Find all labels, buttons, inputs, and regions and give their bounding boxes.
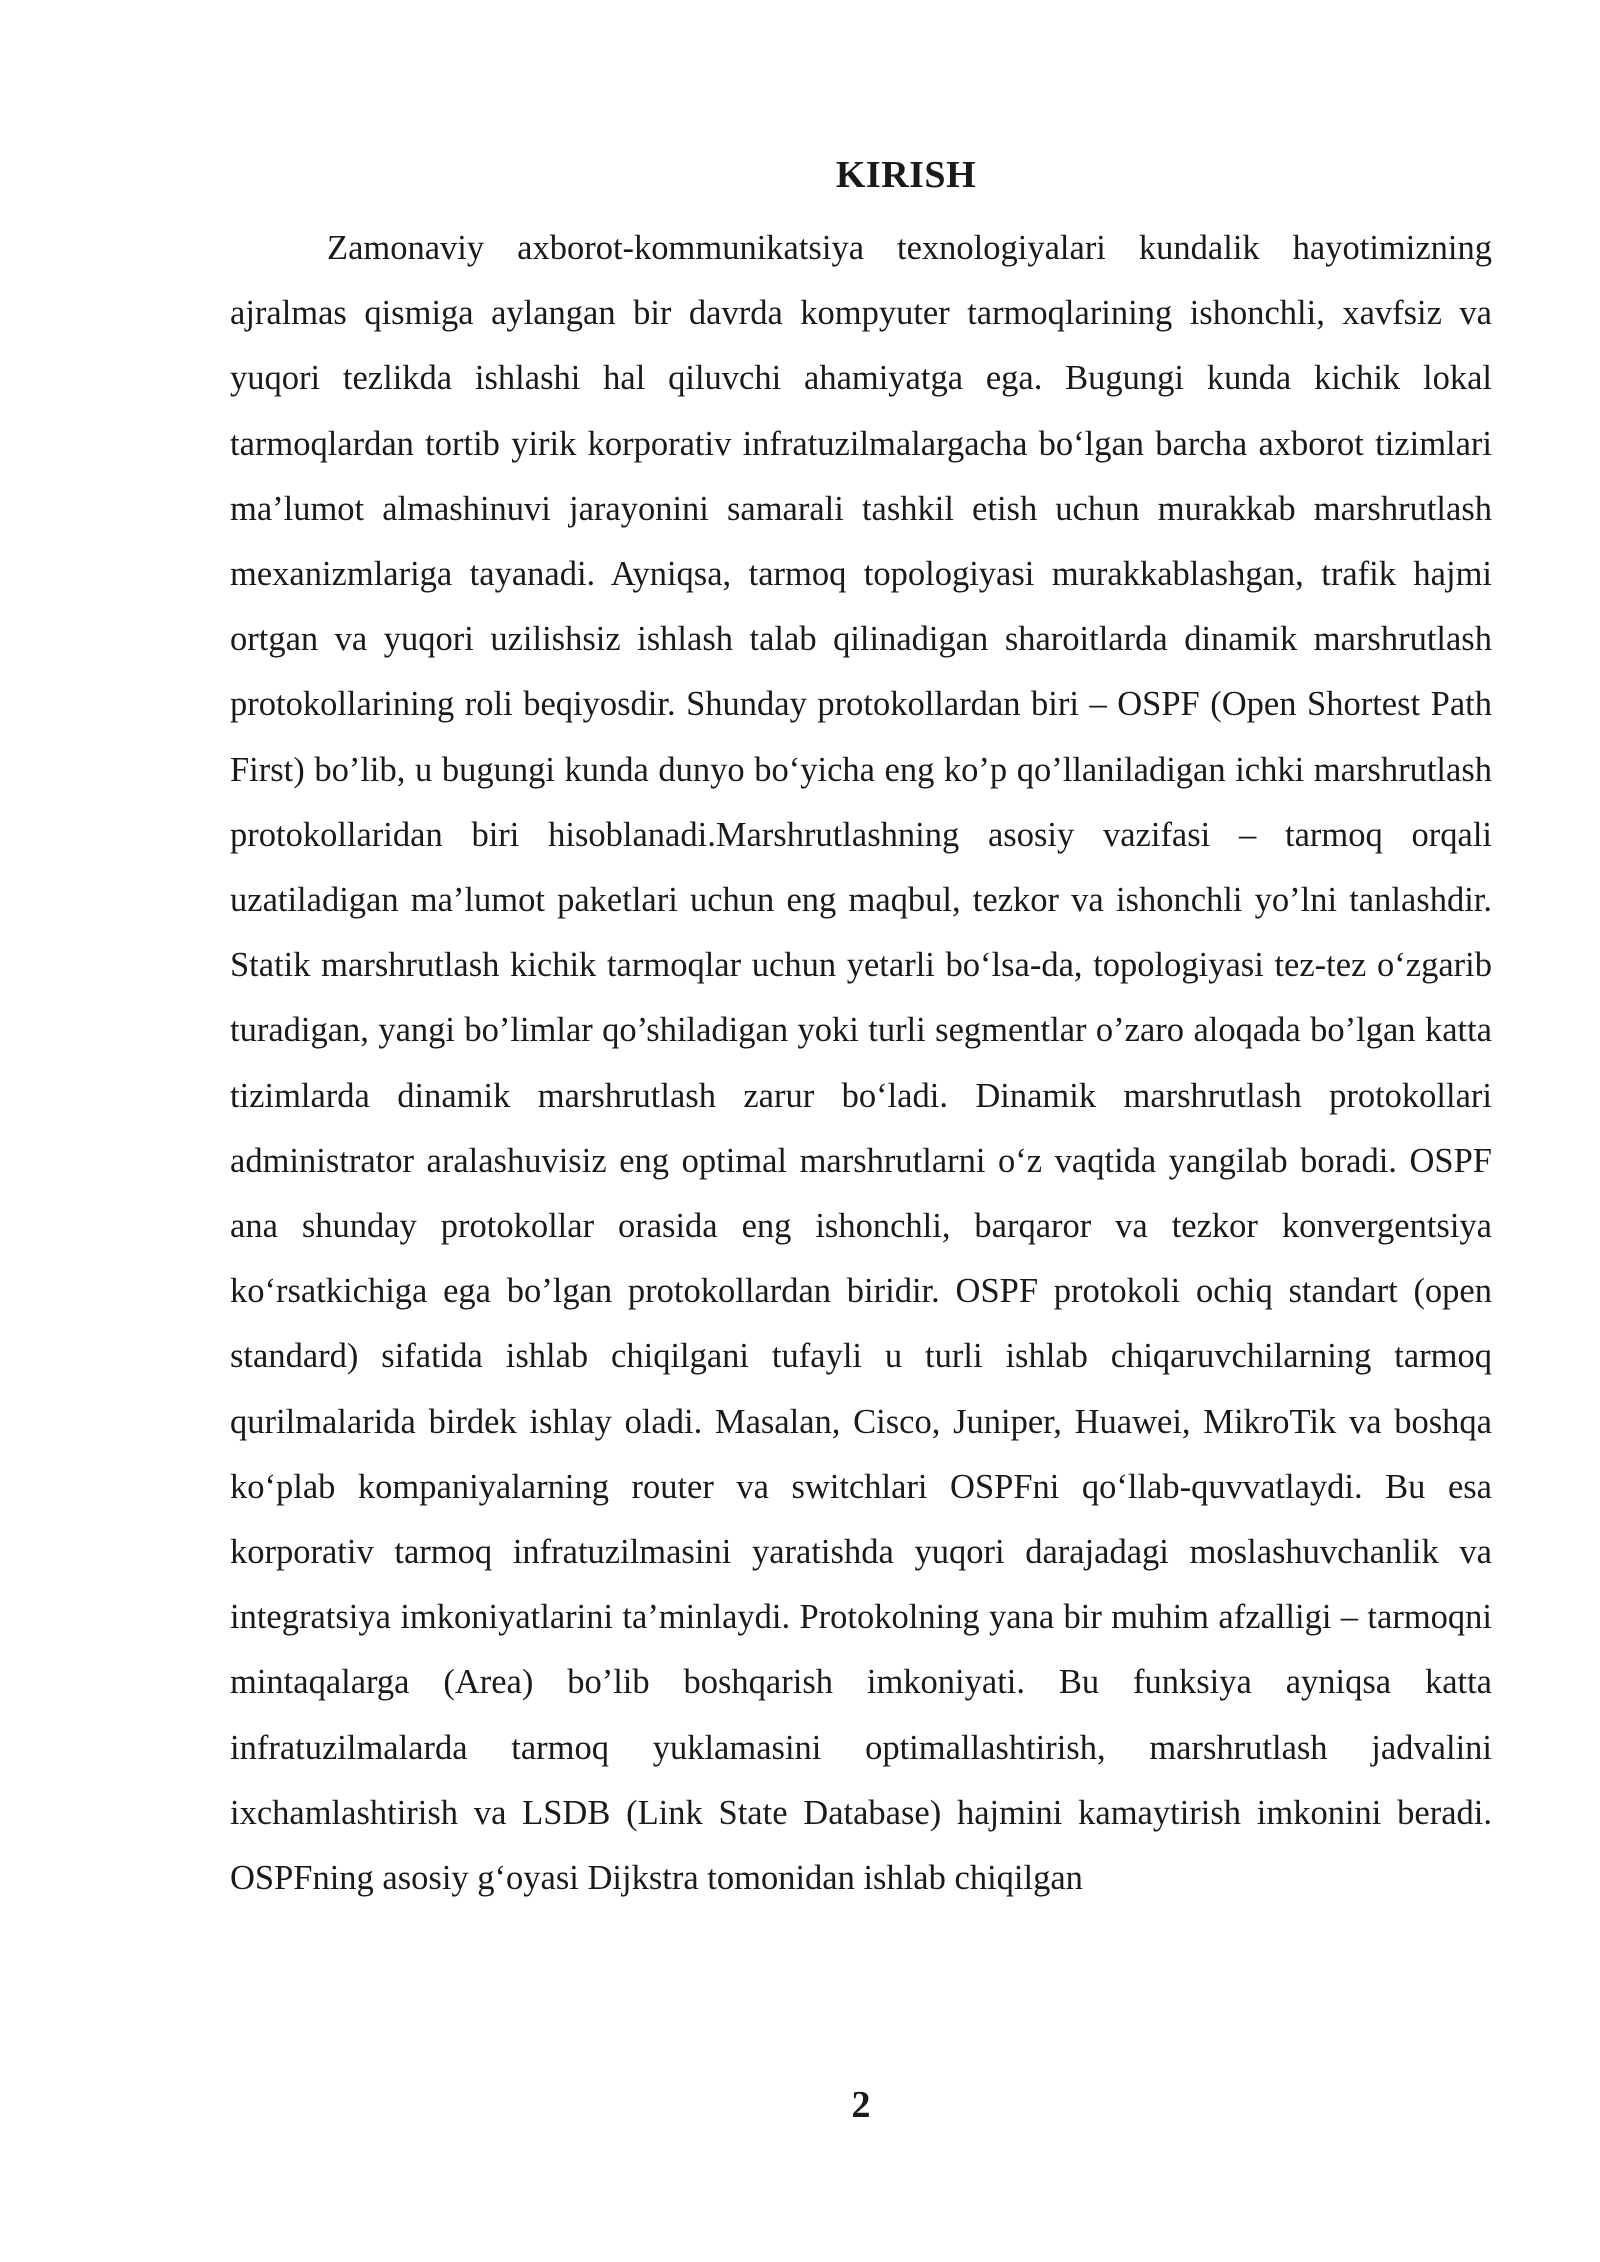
page-number: 2: [851, 2084, 871, 2126]
body-paragraph: Zamonaviy axborot-kommunikatsiya texnologiyalari kundalik hayotimizning ajralmas qismiga aylangan bir davrda kompyuter tarmoqlarining ishonchli, xavfsiz va yuqori tezlikda ishlashi hal qiluvchi ahamiyatga ega. Bugungi kunda kichik lokal tarmoqlardan tortib yirik korporativ infratuzilmalargacha bo‘lgan barcha axborot tizimlari ma’lumot almashinuvi jarayonini samarali tashkil etish uchun murakkab marshrutlash mexanizmlariga tayanadi. Ayniqsa, tarmoq topologiyasi murakkablashgan, trafik hajmi ortgan va yuqori uzilishsiz ishlash talab qilinadigan sharoitlarda dinamik marshrutlash protokollarining roli beqiyosdir. Shunday protokollardan biri – OSPF (Open Shortest Path First) bo’lib, u bugungi kunda dunyo bo‘yicha eng ko’p qo’llaniladigan ichki marshrutlash protokollaridan biri hisoblanadi.Marshrutlashning asosiy vazifasi – tarmoq orqali uzatiladigan ma’lumot paketlari uchun eng maqbul, tezkor va ishonchli yo’lni tanlashdir. Statik marshrutlash kichik tarmoqlar uchun yetarli bo‘lsa-da, topologiyasi tez-tez o‘zgarib turadigan, yangi bo’limlar qo’shiladigan yoki turli segmentlar o’zaro aloqada bo’lgan katta tizimlarda dinamik marshrutlash zarur bo‘ladi. Dinamik marshrutlash protokollari administrator aralashuvisiz eng optimal marshrutlarni o‘z vaqtida yangilab boradi. OSPF ana shunday protokollar orasida eng ishonchli, barqaror va tezkor konvergentsiya ko‘rsatkichiga ega bo’lgan protokollardan biridir. OSPF protokoli ochiq standart (open standard) sifatida ishlab chiqilgani tufayli u turli ishlab chiqaruvchilarning tarmoq qurilmalarida birdek ishlay oladi. Masalan, Cisco, Juniper, Huawei, MikroTik va boshqa ko‘plab kompaniyalarning router va switchlari OSPFni qo‘llab-quvvatlaydi. Bu esa korporativ tarmoq infratuzilmasini yaratishda yuqori darajadagi moslashuvchanlik va integratsiya imkoniyatlarini ta’minlaydi. Protokolning yana bir muhim afzalligi – tarmoqni mintaqalarga (Area) bo’lib boshqarish imkoniyati. Bu funksiya ayniqsa katta infratuzilmalarda tarmoq yuklamasini optimallashtirish, marshrutlash jadvalini ixchamlashtirish va LSDB (Link State Database) hajmini kamaytirish imkonini beradi. OSPFning asosiy g‘oyasi Dijkstra tomonidan ishlab chiqilgan: [230, 229, 1492, 1898]
section-heading: KIRISH: [835, 154, 977, 196]
